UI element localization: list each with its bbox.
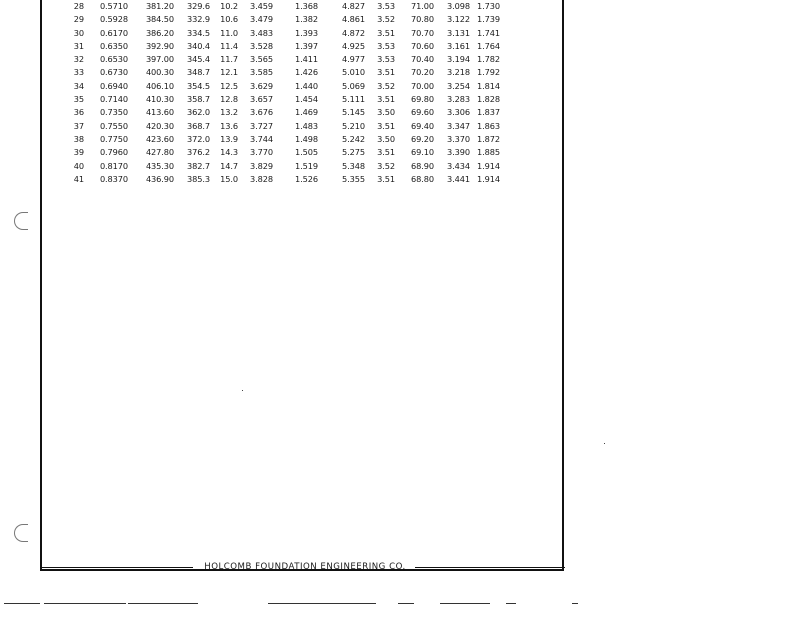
table-cell: 3.53 bbox=[377, 1, 395, 11]
table-row bbox=[62, 13, 504, 26]
row-number-cell: 33 bbox=[73, 67, 84, 78]
table-cell: 3.161 bbox=[447, 40, 470, 51]
table-cell: 5.210 bbox=[342, 120, 365, 131]
table-row bbox=[62, 146, 504, 159]
table-cell: 70.20 bbox=[411, 67, 434, 78]
table-cell: 3.528 bbox=[250, 40, 273, 51]
table-cell: 354.5 bbox=[187, 80, 210, 91]
table-cell: 69.40 bbox=[411, 120, 434, 131]
row-number-cell: 30 bbox=[73, 27, 84, 38]
table-cell: 1.782 bbox=[477, 54, 500, 65]
table-cell: 15.0 bbox=[220, 173, 238, 184]
footer-rule-left bbox=[41, 567, 193, 568]
table-cell: 0.7140 bbox=[99, 94, 128, 105]
row-number-cell: 36 bbox=[73, 107, 84, 118]
table-cell: 1.382 bbox=[295, 14, 318, 25]
row-number-cell: 40 bbox=[73, 160, 84, 171]
binder-hole-upper bbox=[14, 212, 28, 230]
table-cell: 5.348 bbox=[342, 160, 365, 171]
table-cell: 0.6940 bbox=[99, 80, 128, 91]
table-cell: 4.827 bbox=[342, 1, 365, 11]
table-cell: 358.7 bbox=[187, 94, 210, 105]
table-cell: 3.51 bbox=[377, 173, 395, 184]
table-cell: 5.069 bbox=[342, 80, 365, 91]
page-footer bbox=[41, 560, 565, 574]
table-cell: 372.0 bbox=[187, 133, 210, 144]
table-cell: 10.2 bbox=[220, 1, 238, 11]
table-cell: 0.5928 bbox=[99, 14, 128, 25]
table-cell: 3.51 bbox=[377, 27, 395, 38]
table-cell: 1.741 bbox=[477, 27, 500, 38]
row-number-cell: 29 bbox=[73, 14, 84, 25]
table-cell: 3.483 bbox=[250, 27, 273, 38]
table-cell: 436.90 bbox=[145, 173, 174, 184]
table-cell: 3.122 bbox=[447, 14, 470, 25]
table-cell: 435.30 bbox=[145, 160, 174, 171]
table-cell: 1.885 bbox=[477, 147, 500, 158]
table-cell: 1.368 bbox=[295, 1, 318, 11]
table-cell: 3.283 bbox=[447, 94, 470, 105]
table-cell: 3.565 bbox=[250, 54, 273, 65]
table-row bbox=[62, 160, 504, 173]
table-cell: 3.829 bbox=[250, 160, 273, 171]
table-cell: 1.730 bbox=[477, 1, 500, 11]
table-cell: 1.397 bbox=[295, 40, 318, 51]
table-cell: 3.194 bbox=[447, 54, 470, 65]
table-cell: 1.914 bbox=[477, 160, 500, 171]
row-number-cell: 38 bbox=[73, 133, 84, 144]
table-cell: 10.6 bbox=[220, 14, 238, 25]
table-cell: 5.111 bbox=[342, 94, 365, 105]
row-number-cell: 35 bbox=[73, 94, 84, 105]
table-cell: 5.242 bbox=[342, 133, 365, 144]
table-cell: 384.50 bbox=[145, 14, 174, 25]
table-cell: 3.51 bbox=[377, 94, 395, 105]
table-cell: 1.498 bbox=[295, 133, 318, 144]
table-cell: 70.60 bbox=[411, 40, 434, 51]
table-cell: 3.50 bbox=[377, 107, 395, 118]
table-cell: 3.828 bbox=[250, 173, 273, 184]
table-cell: 5.010 bbox=[342, 67, 365, 78]
data-table bbox=[62, 0, 504, 186]
table-body bbox=[62, 0, 504, 186]
table-cell: 334.5 bbox=[187, 27, 210, 38]
table-cell: 386.20 bbox=[145, 27, 174, 38]
table-cell: 1.814 bbox=[477, 80, 500, 91]
table-cell: 69.20 bbox=[411, 133, 434, 144]
table-cell: 1.739 bbox=[477, 14, 500, 25]
table-cell: 71.00 bbox=[411, 1, 434, 11]
table-cell: 4.925 bbox=[342, 40, 365, 51]
table-cell: 3.51 bbox=[377, 120, 395, 131]
table-cell: 3.727 bbox=[250, 120, 273, 131]
table-cell: 1.483 bbox=[295, 120, 318, 131]
table-cell: 3.52 bbox=[377, 80, 395, 91]
table-cell: 1.426 bbox=[295, 67, 318, 78]
company-name: HOLCOMB FOUNDATION ENGINEERING CO. bbox=[204, 562, 406, 572]
scan-mark bbox=[572, 603, 578, 604]
table-row bbox=[62, 66, 504, 79]
table-cell: 12.5 bbox=[220, 80, 238, 91]
table-cell: 332.9 bbox=[187, 14, 210, 25]
scan-mark bbox=[128, 603, 198, 604]
table-cell: 0.6730 bbox=[99, 67, 128, 78]
table-cell: 3.441 bbox=[447, 173, 470, 184]
table-cell: 3.52 bbox=[377, 14, 395, 25]
table-cell: 397.00 bbox=[145, 54, 174, 65]
table-cell: 4.872 bbox=[342, 27, 365, 38]
row-number-cell: 41 bbox=[73, 173, 84, 184]
scan-mark bbox=[398, 603, 414, 604]
table-cell: 3.370 bbox=[447, 133, 470, 144]
table-cell: 413.60 bbox=[145, 107, 174, 118]
table-cell: 5.145 bbox=[342, 107, 365, 118]
table-cell: 1.440 bbox=[295, 80, 318, 91]
row-number-cell: 39 bbox=[73, 147, 84, 158]
row-number-cell: 28 bbox=[73, 1, 84, 11]
table-cell: 4.977 bbox=[342, 54, 365, 65]
table-cell: 1.526 bbox=[295, 173, 318, 184]
table-cell: 0.5710 bbox=[99, 1, 128, 11]
scan-speck bbox=[242, 390, 243, 391]
table-cell: 11.0 bbox=[220, 27, 238, 38]
row-number-cell: 37 bbox=[73, 120, 84, 131]
scan-mark bbox=[506, 603, 516, 604]
table-cell: 423.60 bbox=[145, 133, 174, 144]
table-cell: 70.80 bbox=[411, 14, 434, 25]
table-row bbox=[62, 120, 504, 133]
table-cell: 3.390 bbox=[447, 147, 470, 158]
table-cell: 3.434 bbox=[447, 160, 470, 171]
table-cell: 1.828 bbox=[477, 94, 500, 105]
table-cell: 1.914 bbox=[477, 173, 500, 184]
table-cell: 0.8370 bbox=[99, 173, 128, 184]
table-cell: 340.4 bbox=[187, 40, 210, 51]
table-row bbox=[62, 173, 504, 186]
table-cell: 3.53 bbox=[377, 40, 395, 51]
table-cell: 376.2 bbox=[187, 147, 210, 158]
table-row bbox=[62, 53, 504, 66]
scan-speck bbox=[604, 443, 605, 444]
table-cell: 0.6170 bbox=[99, 27, 128, 38]
table-cell: 3.306 bbox=[447, 107, 470, 118]
table-cell: 68.90 bbox=[411, 160, 434, 171]
table-cell: 400.30 bbox=[145, 67, 174, 78]
table-cell: 11.7 bbox=[220, 54, 238, 65]
table-cell: 13.6 bbox=[220, 120, 238, 131]
table-cell: 0.7350 bbox=[99, 107, 128, 118]
table-row bbox=[62, 40, 504, 53]
table-cell: 1.837 bbox=[477, 107, 500, 118]
table-cell: 1.411 bbox=[295, 54, 318, 65]
table-cell: 3.51 bbox=[377, 147, 395, 158]
row-number-cell: 32 bbox=[73, 54, 84, 65]
table-cell: 3.53 bbox=[377, 54, 395, 65]
table-cell: 69.80 bbox=[411, 94, 434, 105]
table-cell: 13.9 bbox=[220, 133, 238, 144]
table-cell: 1.872 bbox=[477, 133, 500, 144]
table-cell: 3.098 bbox=[447, 1, 470, 11]
table-cell: 1.393 bbox=[295, 27, 318, 38]
table-cell: 3.254 bbox=[447, 80, 470, 91]
table-cell: 1.454 bbox=[295, 94, 318, 105]
table-cell: 385.3 bbox=[187, 173, 210, 184]
table-cell: 3.770 bbox=[250, 147, 273, 158]
table-cell: 14.7 bbox=[220, 160, 238, 171]
table-cell: 0.6530 bbox=[99, 54, 128, 65]
scan-mark bbox=[440, 603, 490, 604]
table-cell: 1.764 bbox=[477, 40, 500, 51]
table-cell: 368.7 bbox=[187, 120, 210, 131]
table-cell: 13.2 bbox=[220, 107, 238, 118]
data-table-container bbox=[62, 0, 504, 186]
table-cell: 3.744 bbox=[250, 133, 273, 144]
table-cell: 3.218 bbox=[447, 67, 470, 78]
table-cell: 11.4 bbox=[220, 40, 238, 51]
table-cell: 381.20 bbox=[145, 1, 174, 11]
table-row bbox=[62, 80, 504, 93]
table-cell: 3.676 bbox=[250, 107, 273, 118]
table-cell: 14.3 bbox=[220, 147, 238, 158]
table-row bbox=[62, 106, 504, 119]
table-cell: 420.30 bbox=[145, 120, 174, 131]
footer-rule-right bbox=[415, 567, 565, 568]
table-cell: 1.469 bbox=[295, 107, 318, 118]
table-row bbox=[62, 133, 504, 146]
table-cell: 1.505 bbox=[295, 147, 318, 158]
table-cell: 3.347 bbox=[447, 120, 470, 131]
table-cell: 406.10 bbox=[145, 80, 174, 91]
table-cell: 3.629 bbox=[250, 80, 273, 91]
table-cell: 0.7750 bbox=[99, 133, 128, 144]
table-cell: 68.80 bbox=[411, 173, 434, 184]
scan-mark bbox=[44, 603, 126, 604]
table-cell: 3.585 bbox=[250, 67, 273, 78]
table-cell: 3.459 bbox=[250, 1, 273, 11]
table-cell: 69.60 bbox=[411, 107, 434, 118]
table-cell: 3.657 bbox=[250, 94, 273, 105]
table-cell: 410.30 bbox=[145, 94, 174, 105]
table-cell: 5.355 bbox=[342, 173, 365, 184]
binder-hole-lower bbox=[14, 524, 28, 542]
table-cell: 345.4 bbox=[187, 54, 210, 65]
table-row bbox=[62, 0, 504, 13]
row-number-cell: 34 bbox=[73, 80, 84, 91]
table-row bbox=[62, 27, 504, 40]
table-cell: 1.792 bbox=[477, 67, 500, 78]
table-cell: 4.861 bbox=[342, 14, 365, 25]
table-cell: 12.8 bbox=[220, 94, 238, 105]
table-cell: 0.7550 bbox=[99, 120, 128, 131]
table-cell: 69.10 bbox=[411, 147, 434, 158]
table-cell: 70.40 bbox=[411, 54, 434, 65]
table-cell: 1.863 bbox=[477, 120, 500, 131]
table-cell: 427.80 bbox=[145, 147, 174, 158]
table-cell: 3.479 bbox=[250, 14, 273, 25]
table-cell: 0.6350 bbox=[99, 40, 128, 51]
table-cell: 3.131 bbox=[447, 27, 470, 38]
table-cell: 70.70 bbox=[411, 27, 434, 38]
table-cell: 3.51 bbox=[377, 67, 395, 78]
table-cell: 362.0 bbox=[187, 107, 210, 118]
scan-mark bbox=[4, 603, 40, 604]
row-number-cell: 31 bbox=[73, 40, 84, 51]
table-cell: 392.90 bbox=[145, 40, 174, 51]
table-cell: 0.7960 bbox=[99, 147, 128, 158]
table-cell: 0.8170 bbox=[99, 160, 128, 171]
table-cell: 348.7 bbox=[187, 67, 210, 78]
table-cell: 329.6 bbox=[187, 1, 210, 11]
table-cell: 382.7 bbox=[187, 160, 210, 171]
table-cell: 1.519 bbox=[295, 160, 318, 171]
table-cell: 5.275 bbox=[342, 147, 365, 158]
table-row bbox=[62, 93, 504, 106]
table-cell: 12.1 bbox=[220, 67, 238, 78]
table-cell: 70.00 bbox=[411, 80, 434, 91]
scan-mark bbox=[268, 603, 376, 604]
table-cell: 3.52 bbox=[377, 160, 395, 171]
table-cell: 3.50 bbox=[377, 133, 395, 144]
